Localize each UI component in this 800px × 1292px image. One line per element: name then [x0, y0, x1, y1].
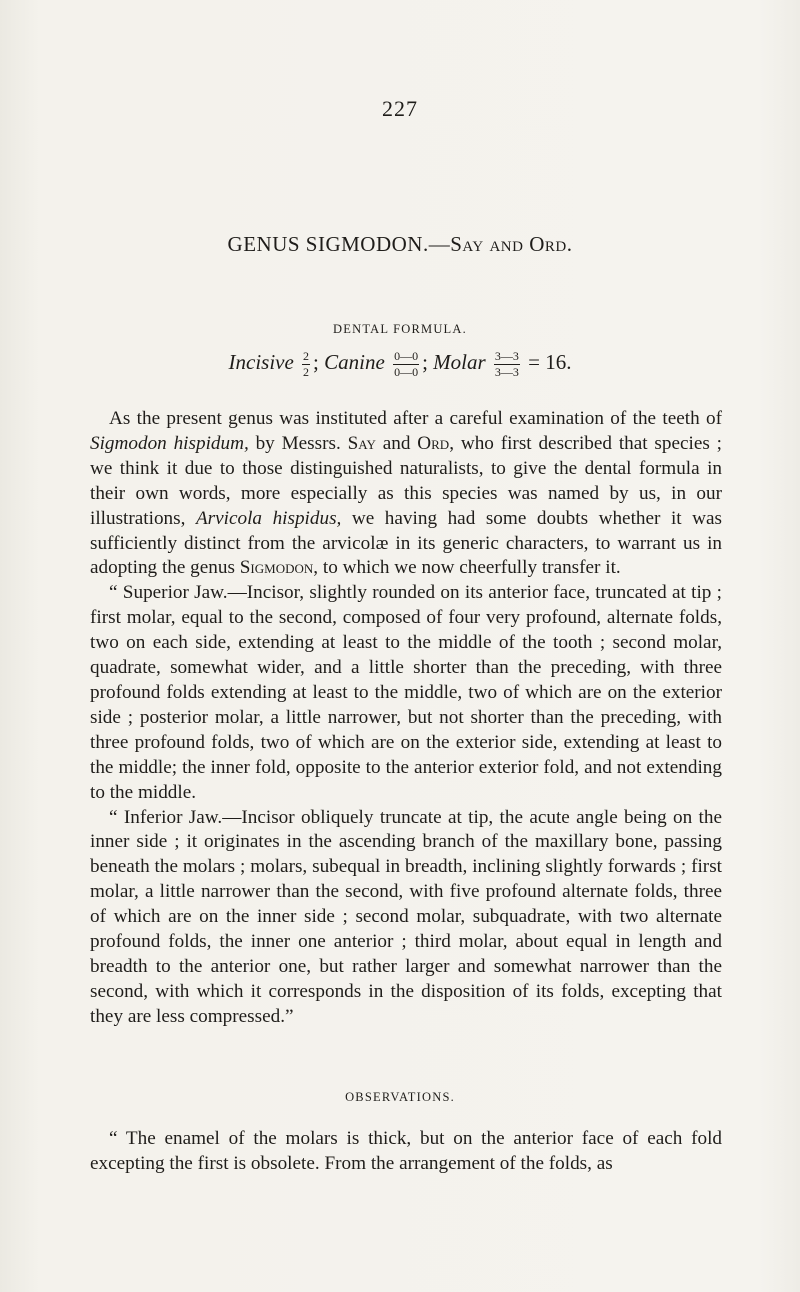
molar-label: Molar — [433, 349, 486, 374]
text-run: to which we now cheerfully transfer it. — [318, 557, 621, 579]
formula-separator: ; — [313, 349, 319, 374]
genus-title: GENUS SIGMODON.— — [227, 232, 451, 256]
dental-formula-heading: DENTAL FORMULA. — [333, 322, 467, 336]
canine-numerator: 0—0 — [394, 349, 419, 363]
text-run: and — [375, 432, 418, 454]
dental-formula — [0, 350, 800, 378]
molar-fraction — [494, 350, 520, 378]
observations-text — [90, 1127, 722, 1177]
text-run: As the present genus was instituted after a careful examination of the teeth of — [109, 408, 722, 429]
genus-name: Sigmodon, — [239, 557, 319, 579]
page-number: 227 — [382, 96, 418, 121]
inferior-jaw-paragraph: “ Inferior Jaw.—Incisor obliquely truncate at tip, the acute angle being on the inner side ; it originates in the ascending branch of the maxillary bone, passing beneath the molars ; molars, subequal in breadth, inclining slightly forwards ; first molar, a little narrower than the second, with five profound alternate folds, three of which are on the inner side ; second molar, subquadrate, with two alternate profound folds, the inner one anterior ; third molar, about equal in length and breadth to the anterior one, but rather larger and somewhat narrower than the second, with which it corresponds in the disposition of its folds, excepting that they are less compressed.” — [90, 806, 722, 1027]
genus-heading — [0, 232, 800, 257]
formula-separator: ; — [422, 349, 428, 374]
intro-paragraph — [90, 407, 722, 581]
observations-paragraph: “ The enamel of the molars is thick, but on the anterior face of each fold excepting the first is obsolete. From the arrangement of the folds, as — [90, 1128, 722, 1174]
text-run: we having had some doubts whether it was sufficiently distinct from the arvicolæ in its generic characters, to warrant us in adopting the genus — [90, 507, 722, 579]
species-name: Sigmodon hispidum, — [90, 432, 249, 454]
superior-jaw-paragraph: “ Superior Jaw.—Incisor, slightly rounded on its anterior face, truncated at tip ; first molar, equal to the second, composed of four very profound, alternate folds, two on each side, extending at least to the middle of the tooth ; second molar, quadrate, somewhat wider, and a little shorter than the preceding, with three profound folds extending at least to the middle, two of which are on the exterior side ; posterior molar, a little narrower, but not shorter than the preceding, with three profound folds, two of which are on the exterior side, extending at least to the middle; the inner fold, opposite to the anterior exterior fold, and not extending to the middle. — [90, 582, 722, 803]
incisive-fraction — [302, 350, 310, 378]
canine-denominator: 0—0 — [394, 364, 419, 379]
incisive-numerator: 2 — [303, 349, 310, 363]
canine-label: Canine — [324, 349, 385, 374]
molar-numerator: 3—3 — [494, 349, 519, 363]
text-run: who first described that species ; we think it due to those distinguished naturalists, to give the dental formula in their own words, more especially as this species was named by us, in our illustrations, — [90, 432, 722, 529]
observations-heading: OBSERVATIONS. — [345, 1090, 455, 1104]
incisive-denominator: 2 — [303, 364, 310, 379]
molar-denominator: 3—3 — [494, 364, 519, 379]
main-text — [90, 407, 722, 1030]
text-run: by Messrs. — [248, 432, 348, 454]
author-name: Say — [347, 432, 376, 454]
species-name: Arvicola hispidus, — [195, 507, 342, 529]
author-name: Ord, — [417, 432, 454, 454]
incisive-label: Incisive — [228, 349, 294, 374]
genus-authors: Say and Ord. — [450, 232, 573, 256]
canine-fraction — [393, 350, 419, 378]
formula-total: = 16. — [528, 349, 572, 374]
